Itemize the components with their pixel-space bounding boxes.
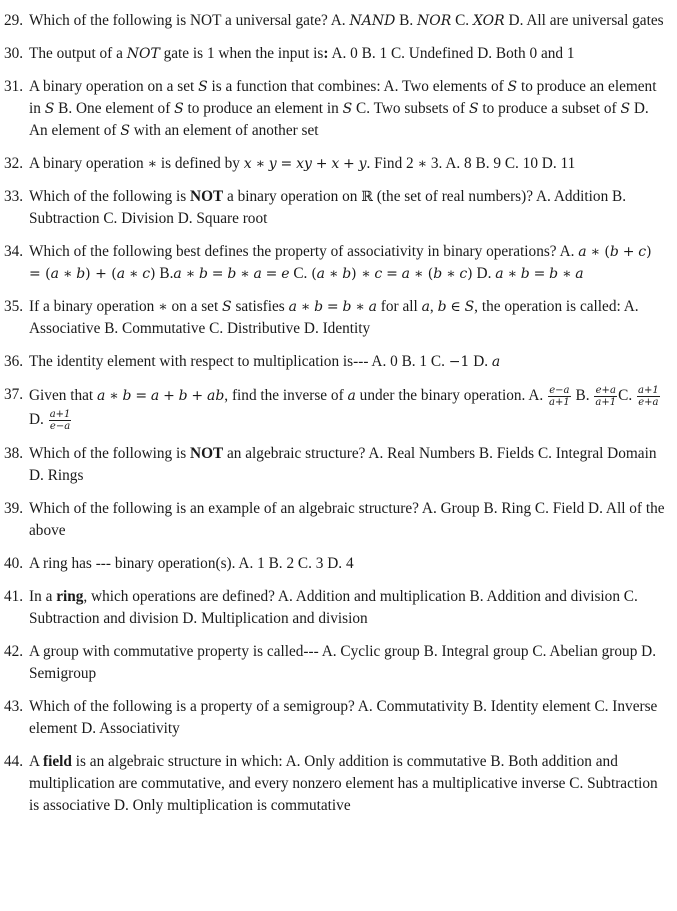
- question-number: 29.: [4, 12, 24, 29]
- question-43: [4, 696, 665, 740]
- question-text: If a binary operation ∗ on a set S satisfies a ∗ b = b ∗ a for all a, b ∈ S, the operation is called: A. Associative B. Commutative C. Distributive D. Identity: [29, 298, 639, 337]
- question-number: 30.: [4, 45, 24, 62]
- fraction: $\frac{e+a}{a+1}$: [595, 384, 617, 408]
- question-32: [4, 153, 665, 175]
- question-40: [4, 553, 665, 575]
- question-text: A binary operation on a set S is a function that combines: A. Two elements of S to produce an element in S B. One element of S to produce an element in S C. Two subsets of S to produce a subset of S D. An element of S with an element of another set: [29, 78, 657, 139]
- question-number: 37.: [4, 386, 24, 403]
- question-text: The identity element with respect to multiplication is--- A. 0 B. 1 C. −1 D. a: [29, 353, 501, 370]
- question-35: [4, 296, 665, 340]
- fraction: $\frac{a+1}{e-a}$: [49, 408, 71, 432]
- question-number: 40.: [4, 555, 24, 572]
- question-number: 39.: [4, 500, 24, 517]
- question-number: 44.: [4, 753, 24, 770]
- question-number: 34.: [4, 243, 24, 260]
- question-text: Which of the following is NOT an algebraic structure? A. Real Numbers B. Fields C. Integral Domain D. Rings: [29, 445, 657, 484]
- question-number: 31.: [4, 78, 24, 95]
- question-31: [4, 76, 665, 142]
- question-text: The output of a NOT gate is 1 when the input is: A. 0 B. 1 C. Undefined D. Both 0 and 1: [29, 45, 575, 62]
- question-number: 33.: [4, 188, 24, 205]
- question-42: [4, 641, 665, 685]
- question-text: Which of the following is NOT a binary operation on ℝ (the set of real numbers)? A. Addition B. Subtraction C. Division D. Square root: [29, 188, 627, 227]
- question-text: Given that a ∗ b = a + b + ab, find the inverse of a under the binary operation. A. $\frac{e-a}{a+1}$ B. $\frac{e+a}{a+1}$ C. $\frac{a+1}{e+a}$ D. $\frac{a+1}{e-a}$: [29, 384, 659, 432]
- question-text: A group with commutative property is called--- A. Cyclic group B. Integral group C. Abelian group D. Semigroup: [29, 643, 657, 682]
- question-36: [4, 351, 665, 373]
- question-text: Which of the following is an example of an algebraic structure? A. Group B. Ring C. Field D. All of the above: [29, 500, 665, 539]
- fraction: $\frac{e-a}{a+1}$: [549, 384, 570, 408]
- question-29: [4, 10, 665, 32]
- question-number: 38.: [4, 445, 24, 462]
- question-text: A field is an algebraic structure in which: A. Only addition is commutative B. Both addition and multiplication are commutative, and every nonzero element has a multiplicative inverse C. Subtraction is associative D. Only multiplication is commutative: [29, 753, 658, 814]
- question-number: 43.: [4, 698, 24, 715]
- question-number: 41.: [4, 588, 24, 605]
- question-text: Which of the following is NOT a universal gate? A. NAND B. NOR C. XOR D. All are universal gates: [29, 12, 664, 29]
- fraction: $\frac{a+1}{e+a}$: [637, 384, 659, 408]
- question-text: A ring has --- binary operation(s). A. 1 B. 2 C. 3 D. 4: [29, 555, 354, 572]
- question-41: [4, 586, 665, 630]
- question-text: Which of the following is a property of a semigroup? A. Commutativity B. Identity element C. Inverse element D. Associativity: [29, 698, 658, 737]
- question-text: Which of the following best defines the property of associativity in binary operations? A. a ∗ (b + c) = (a ∗ b) + (a ∗ c) B.a ∗ b = b ∗ a = e C. (a ∗ b) ∗ c = a ∗ (b ∗ c) D. a ∗ b = b ∗ a: [29, 243, 652, 282]
- question-39: [4, 498, 665, 542]
- question-44: [4, 751, 665, 817]
- question-number: 35.: [4, 298, 24, 315]
- question-text: In a ring, which operations are defined? A. Addition and multiplication B. Addition and division C. Subtraction and division D. Multiplication and division: [29, 588, 638, 627]
- question-number: 36.: [4, 353, 24, 370]
- question-37: [4, 384, 665, 432]
- question-number: 42.: [4, 643, 24, 660]
- question-number: 32.: [4, 155, 24, 172]
- question-33: [4, 186, 665, 230]
- question-34: [4, 241, 665, 285]
- question-30: [4, 43, 665, 65]
- question-text: A binary operation ∗ is defined by x ∗ y = xy + x + y. Find 2 ∗ 3. A. 8 B. 9 C. 10 D. 11: [29, 155, 576, 172]
- question-38: [4, 443, 665, 487]
